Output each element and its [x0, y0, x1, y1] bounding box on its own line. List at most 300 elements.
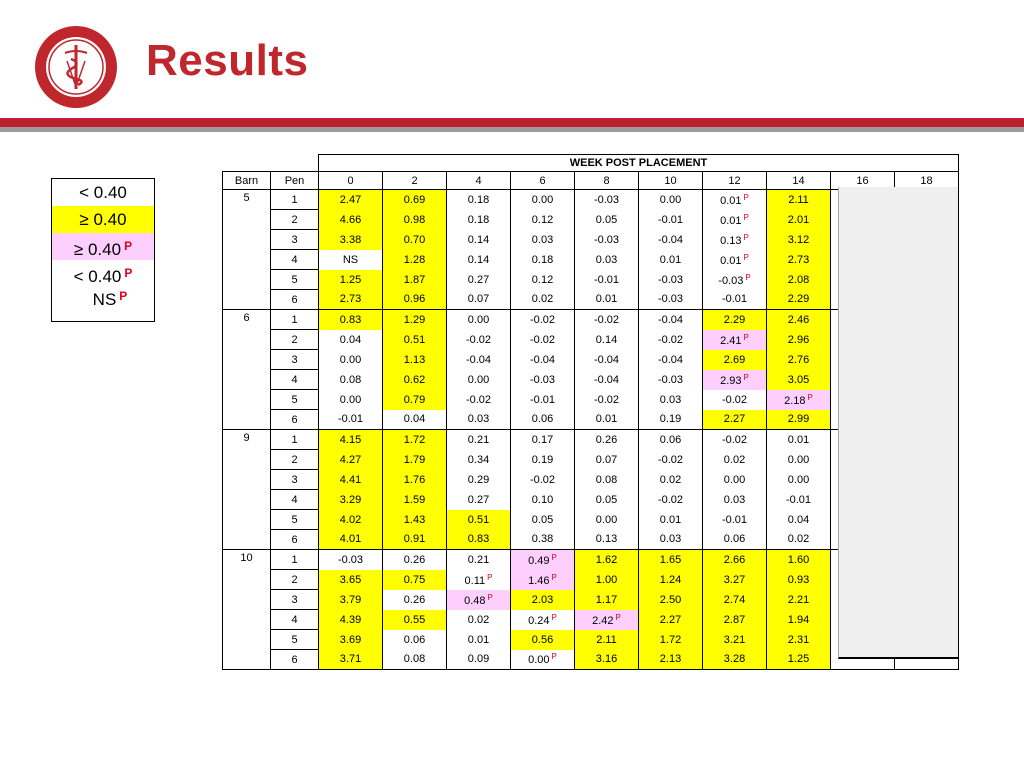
value-cell: [319, 210, 383, 230]
value-cell: [767, 410, 831, 430]
value-cell: [575, 330, 639, 350]
value-cell: [383, 230, 447, 250]
cell-value: 0.02: [723, 453, 746, 466]
cell-value: 3.38: [339, 233, 362, 246]
value-cell: [575, 290, 639, 310]
cell-value: -0.02: [465, 393, 492, 406]
value-cell: [511, 290, 575, 310]
pen-cell: 2: [271, 210, 319, 230]
cell-value: 2.50: [659, 593, 682, 606]
cell-value: 0.01: [467, 633, 490, 646]
cell-value: 0.07: [595, 453, 618, 466]
value-cell: [703, 390, 767, 410]
cell-value: 0.00: [467, 313, 490, 326]
pen-cell: 1: [271, 310, 319, 330]
value-cell: [511, 470, 575, 490]
value-cell: [703, 590, 767, 610]
cell-value: NS: [342, 253, 359, 266]
pen-cell: 2: [271, 570, 319, 590]
value-cell: [319, 550, 383, 570]
cell-value: -0.02: [593, 313, 620, 326]
value-cell: [575, 650, 639, 670]
column-header: 12: [703, 172, 767, 190]
value-cell: [383, 450, 447, 470]
cell-value: 1.24: [659, 573, 682, 586]
cell-value: 1.79: [403, 453, 426, 466]
cell-value: 2.27: [723, 413, 746, 426]
cell-value: 0.04: [403, 413, 426, 426]
value-cell: [447, 630, 511, 650]
cell-value: 0.26: [403, 593, 426, 606]
value-cell: [639, 270, 703, 290]
p-flag: P: [487, 592, 493, 602]
value-cell: [319, 390, 383, 410]
value-cell: [319, 630, 383, 650]
value-cell: [511, 430, 575, 450]
cell-value: 2.93: [720, 374, 742, 387]
value-cell: [319, 230, 383, 250]
cell-value: -0.02: [721, 433, 748, 446]
value-cell: [511, 190, 575, 210]
cell-value: -0.03: [657, 273, 684, 286]
value-cell: [383, 330, 447, 350]
cell-value: 0.27: [467, 273, 490, 286]
pen-cell: 5: [271, 510, 319, 530]
value-cell: [767, 530, 831, 550]
cell-value: 0.26: [595, 433, 618, 446]
cell-value: 1.17: [595, 593, 618, 606]
value-cell: [383, 250, 447, 270]
value-cell: [383, 490, 447, 510]
cell-value: 0.08: [595, 473, 618, 486]
value-cell: [767, 650, 831, 670]
value-cell: [639, 590, 703, 610]
value-cell: [511, 350, 575, 370]
value-cell: [511, 450, 575, 470]
pen-cell: 3: [271, 350, 319, 370]
column-header: 8: [575, 172, 639, 190]
value-cell: [383, 290, 447, 310]
value-cell: [767, 290, 831, 310]
legend-label: < 0.40: [79, 183, 127, 202]
cell-value: 1.87: [403, 273, 426, 286]
value-cell: [383, 590, 447, 610]
value-cell: [575, 570, 639, 590]
value-cell: [575, 490, 639, 510]
pen-cell: 1: [271, 550, 319, 570]
value-cell: [511, 590, 575, 610]
value-cell: [767, 270, 831, 290]
value-cell: [575, 310, 639, 330]
cell-value: 0.00: [787, 473, 810, 486]
cell-value: 1.28: [403, 253, 426, 266]
value-cell: [575, 430, 639, 450]
value-cell: [383, 470, 447, 490]
p-flag: P: [487, 572, 493, 582]
cell-value: 4.41: [339, 473, 362, 486]
cell-value: 4.01: [339, 533, 362, 546]
cell-value: 2.29: [787, 293, 810, 306]
page-title: Results: [146, 36, 309, 85]
cell-value: 0.14: [467, 253, 490, 266]
cell-value: 1.76: [403, 473, 426, 486]
value-cell: [767, 510, 831, 530]
cell-value: 0.49: [528, 554, 550, 567]
value-cell: [703, 410, 767, 430]
value-cell: [319, 450, 383, 470]
value-cell: [319, 250, 383, 270]
value-cell: [703, 650, 767, 670]
column-header: 2: [383, 172, 447, 190]
cell-value: 0.02: [659, 473, 682, 486]
cell-value: 1.72: [659, 633, 682, 646]
cell-value: 0.00: [531, 193, 554, 206]
value-cell: [639, 650, 703, 670]
value-cell: [767, 390, 831, 410]
cell-value: 1.43: [403, 513, 426, 526]
cell-value: 1.60: [787, 553, 810, 566]
value-cell: [319, 570, 383, 590]
cell-value: 0.02: [467, 613, 490, 626]
cell-value: 0.98: [403, 213, 426, 226]
cell-value: 1.46: [528, 574, 550, 587]
cell-value: 0.17: [531, 433, 554, 446]
value-cell: [319, 270, 383, 290]
cell-value: 4.02: [339, 513, 362, 526]
value-cell: [575, 210, 639, 230]
value-cell: [639, 410, 703, 430]
barn-cell: 9: [223, 430, 271, 550]
value-cell: [639, 450, 703, 470]
pen-cell: 4: [271, 490, 319, 510]
super-header-row: [223, 155, 959, 172]
cell-value: 4.27: [339, 453, 362, 466]
week-post-placement-header: WEEK POST PLACEMENT: [319, 155, 959, 172]
value-cell: [639, 370, 703, 390]
value-cell: [703, 250, 767, 270]
cell-value: 0.55: [403, 613, 426, 626]
p-flag: P: [743, 192, 749, 202]
cell-value: 0.38: [531, 533, 554, 546]
cell-value: -0.03: [718, 274, 744, 287]
value-cell: [703, 370, 767, 390]
value-cell: [703, 270, 767, 290]
pen-cell: 6: [271, 530, 319, 550]
cell-value: 0.01: [659, 253, 682, 266]
cell-value: 3.29: [339, 493, 362, 506]
cell-value: 1.94: [787, 613, 810, 626]
value-cell: [575, 370, 639, 390]
value-cell: [447, 370, 511, 390]
cell-value: 0.83: [467, 533, 490, 546]
cell-value: 0.06: [723, 533, 746, 546]
cell-value: -0.01: [721, 293, 748, 306]
value-cell: [511, 610, 575, 630]
value-cell: [447, 270, 511, 290]
value-cell: [703, 190, 767, 210]
cell-value: 0.03: [467, 413, 490, 426]
value-cell: [319, 610, 383, 630]
cell-value: 2.18: [784, 394, 806, 407]
value-cell: [511, 650, 575, 670]
value-cell: [639, 510, 703, 530]
value-cell: [639, 470, 703, 490]
value-cell: [703, 550, 767, 570]
value-cell: [447, 490, 511, 510]
value-cell: [383, 570, 447, 590]
cell-value: 0.56: [531, 633, 554, 646]
cell-value: 0.04: [339, 333, 362, 346]
pen-cell: 6: [271, 410, 319, 430]
value-cell: [639, 630, 703, 650]
value-cell: [447, 570, 511, 590]
value-cell: [319, 290, 383, 310]
cell-value: -0.03: [657, 293, 684, 306]
cell-value: 2.08: [787, 273, 810, 286]
cell-value: -0.03: [529, 373, 556, 386]
value-cell: [447, 410, 511, 430]
cell-value: 2.27: [659, 613, 682, 626]
value-cell: [703, 530, 767, 550]
legend-item: [52, 287, 154, 321]
cell-value: 3.71: [339, 653, 362, 666]
value-cell: [383, 390, 447, 410]
value-cell: [319, 350, 383, 370]
barn-cell: 6: [223, 310, 271, 430]
value-cell: [319, 530, 383, 550]
value-cell: [511, 390, 575, 410]
cell-value: 0.00: [723, 473, 746, 486]
cell-value: -0.04: [465, 353, 492, 366]
value-cell: [703, 210, 767, 230]
legend-label: < 0.40: [73, 267, 122, 286]
value-cell: [511, 410, 575, 430]
hidden-weeks-overlay: [838, 187, 958, 659]
cell-value: 0.08: [339, 373, 362, 386]
cell-value: 0.14: [595, 333, 618, 346]
value-cell: [575, 350, 639, 370]
value-cell: [703, 630, 767, 650]
value-cell: [703, 470, 767, 490]
value-cell: [575, 590, 639, 610]
cell-value: 0.03: [659, 393, 682, 406]
cell-value: 0.01: [720, 254, 742, 267]
value-cell: [447, 310, 511, 330]
column-header: Barn: [223, 172, 271, 190]
pen-cell: 5: [271, 630, 319, 650]
cell-value: 0.21: [467, 553, 490, 566]
value-cell: [639, 610, 703, 630]
cell-value: 3.21: [723, 633, 746, 646]
cell-value: 2.99: [787, 413, 810, 426]
cell-value: 0.07: [467, 293, 490, 306]
cell-value: -0.04: [593, 353, 620, 366]
cell-value: 2.41: [720, 334, 742, 347]
value-cell: [703, 610, 767, 630]
cell-value: 0.21: [467, 433, 490, 446]
cell-value: 0.83: [339, 313, 362, 326]
cell-value: 0.29: [467, 473, 490, 486]
value-cell: [447, 230, 511, 250]
cell-value: 3.16: [595, 653, 618, 666]
value-cell: [319, 330, 383, 350]
pen-cell: 4: [271, 610, 319, 630]
cell-value: 0.06: [403, 633, 426, 646]
cell-value: -0.02: [721, 393, 748, 406]
cell-value: 3.27: [723, 573, 746, 586]
legend-item: [52, 233, 154, 260]
value-cell: [703, 290, 767, 310]
value-cell: [639, 570, 703, 590]
value-cell: [767, 350, 831, 370]
column-header: 10: [639, 172, 703, 190]
cell-value: 0.05: [531, 513, 554, 526]
cell-value: -0.04: [657, 353, 684, 366]
cell-value: -0.03: [593, 233, 620, 246]
cell-value: 2.96: [787, 333, 810, 346]
cell-value: 0.13: [595, 533, 618, 546]
value-cell: [511, 250, 575, 270]
value-cell: [767, 610, 831, 630]
college-seal-logo: [34, 25, 118, 109]
cell-value: 0.02: [787, 533, 810, 546]
cell-value: 0.69: [403, 193, 426, 206]
cell-value: 0.01: [787, 433, 810, 446]
cell-value: 2.46: [787, 313, 810, 326]
value-cell: [767, 310, 831, 330]
cell-value: 0.18: [531, 253, 554, 266]
p-flag: P: [743, 212, 749, 222]
pen-cell: 4: [271, 370, 319, 390]
value-cell: [767, 630, 831, 650]
cell-value: 3.12: [787, 233, 810, 246]
cell-value: 0.01: [659, 513, 682, 526]
value-cell: [383, 370, 447, 390]
pen-cell: 4: [271, 250, 319, 270]
legend-label: NS: [92, 290, 117, 309]
value-cell: [575, 530, 639, 550]
value-cell: [511, 630, 575, 650]
value-cell: [447, 390, 511, 410]
column-header: 18: [895, 172, 959, 190]
cell-value: 0.05: [595, 493, 618, 506]
value-cell: [447, 550, 511, 570]
cell-value: 1.29: [403, 313, 426, 326]
value-cell: [319, 590, 383, 610]
cell-value: 0.18: [467, 193, 490, 206]
cell-value: -0.01: [721, 513, 748, 526]
value-cell: [383, 550, 447, 570]
pen-cell: 1: [271, 430, 319, 450]
cell-value: 2.01: [787, 213, 810, 226]
value-cell: [447, 650, 511, 670]
p-flag: P: [743, 332, 749, 342]
cell-value: 0.01: [595, 413, 618, 426]
value-cell: [447, 450, 511, 470]
value-cell: [767, 330, 831, 350]
value-cell: [767, 230, 831, 250]
cell-value: 0.27: [467, 493, 490, 506]
value-cell: [639, 530, 703, 550]
value-cell: [319, 650, 383, 670]
cell-value: 0.79: [403, 393, 426, 406]
cell-value: 2.87: [723, 613, 746, 626]
value-cell: [767, 370, 831, 390]
cell-value: 0.18: [467, 213, 490, 226]
value-cell: [447, 530, 511, 550]
cell-value: -0.03: [657, 373, 684, 386]
value-cell: [575, 450, 639, 470]
pen-cell: 5: [271, 390, 319, 410]
p-flag: P: [551, 612, 557, 622]
value-cell: [639, 190, 703, 210]
value-cell: [319, 470, 383, 490]
legend-item: [52, 179, 154, 206]
cell-value: 0.48: [464, 594, 486, 607]
value-cell: [511, 550, 575, 570]
value-cell: [639, 210, 703, 230]
value-cell: [319, 190, 383, 210]
p-flag: P: [745, 272, 751, 282]
value-cell: [383, 270, 447, 290]
p-flag: P: [743, 252, 749, 262]
cell-value: 0.00: [339, 393, 362, 406]
cell-value: 3.69: [339, 633, 362, 646]
cell-value: 2.21: [787, 593, 810, 606]
cell-value: 3.28: [723, 653, 746, 666]
cell-value: 0.51: [467, 513, 490, 526]
value-cell: [447, 190, 511, 210]
value-cell: [383, 510, 447, 530]
value-cell: [383, 190, 447, 210]
value-cell: [703, 490, 767, 510]
cell-value: 2.11: [596, 633, 617, 646]
value-cell: [511, 570, 575, 590]
legend-label: ≥ 0.40: [79, 210, 127, 229]
cell-value: 0.00: [787, 453, 810, 466]
value-cell: [575, 470, 639, 490]
cell-value: 1.59: [403, 493, 426, 506]
cell-value: 2.73: [787, 253, 810, 266]
cell-value: 0.00: [467, 373, 490, 386]
value-cell: [575, 510, 639, 530]
value-cell: [447, 610, 511, 630]
legend-flag: P: [119, 289, 128, 303]
cell-value: -0.02: [657, 333, 684, 346]
cell-value: 0.03: [723, 493, 746, 506]
pen-cell: 6: [271, 290, 319, 310]
pen-cell: 2: [271, 450, 319, 470]
value-cell: [575, 190, 639, 210]
value-cell: [575, 390, 639, 410]
cell-value: 0.06: [659, 433, 682, 446]
cell-value: 0.96: [403, 293, 426, 306]
cell-value: 1.65: [659, 553, 682, 566]
cell-value: 0.93: [787, 573, 810, 586]
value-cell: [511, 270, 575, 290]
cell-value: 0.26: [403, 553, 426, 566]
value-cell: [767, 570, 831, 590]
pen-cell: 1: [271, 190, 319, 210]
cell-value: -0.03: [593, 193, 620, 206]
cell-value: 2.66: [723, 553, 746, 566]
value-cell: [639, 230, 703, 250]
cell-value: 2.47: [339, 193, 362, 206]
value-cell: [703, 450, 767, 470]
cell-value: 0.13: [720, 234, 742, 247]
cell-value: 0.03: [659, 533, 682, 546]
value-cell: [447, 250, 511, 270]
